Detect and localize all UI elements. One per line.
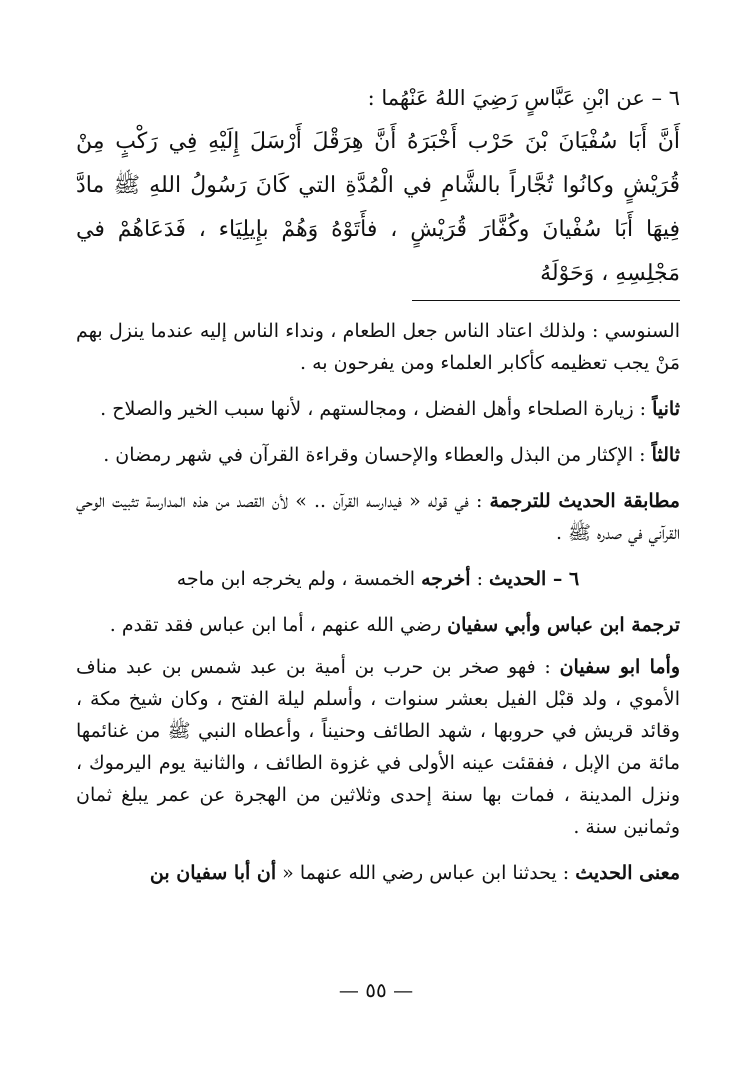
commentary-paragraph <box>76 485 680 549</box>
page-number: — ٥٥ — <box>338 978 414 1002</box>
biography-paragraph <box>76 651 680 843</box>
section-text: : فهو صخر بن حرب بن أمية بن عبد شمس بن عبد مناف الأموي ، ولد قبْل الفيل بعشر سنوات ، وأسلم ليلة الفتح ، وكان شيخ مكة ، وقائد قريش في حروبها ، شهد الطائف وحنيناً ، وأعطاه النبي ﷺ من غنائمها مائة من الإبل ، ففقئت عينه الأولى في غزوة الطائف ، والثانية يوم اليرموك ، ونزل المدينة ، فمات بها سنة إحدى وثلاثين من الهجرة عن عمر يبلغ ثمان وثمانين سنة . <box>76 656 680 838</box>
separator-text: : <box>470 568 490 590</box>
hadith-takhrij <box>76 563 680 595</box>
section-text: : في قوله « فيدارسه القرآن .. » لأن القصد من هذه المدارسة تثبيت الوحي القرآني في صدره ﷺ . <box>76 490 680 544</box>
commentary-paragraph <box>76 393 680 425</box>
section-label: الحديث <box>489 568 547 590</box>
meaning-paragraph <box>76 857 680 889</box>
commentary-paragraph: السنوسي : ولذلك اعتاد الناس جعل الطعام ، ونداء الناس إليه عندما ينزل بهم مَنْ يجب تعظيمه كأكابر العلماء ومن يفرحون به . <box>76 320 680 374</box>
point-label: ثالثاً <box>651 444 680 466</box>
point-label: ثانياً <box>652 398 680 420</box>
section-label: مطابقة الحديث للترجمة <box>489 490 680 512</box>
section-label: ترجمة ابن عباس وأبي سفيان <box>447 614 680 636</box>
hadith-text: أَنَّ أَبَا سُفْيَانَ بْنَ حَرْب أَخْبَرَهُ أَنَّ هِرَقْلَ أَرْسَلَ إِلَيْهِ فِي رَكْبٍ مِنْ قُرَيْشٍ وكانُوا تُجَّاراً بالشَّامِ في الْمُدَّةِ التي كَانَ رَسُولُ اللهِ ﷺ مادَّ فِيهَا أَبَا سُفْيانَ وكُفَّارَ قُرَيْشٍ ، فأَتَوْهُ وَهُمْ بإِيلِيَاء ، فَدَعَاهُمْ في مَجْلِسِهِ ، وَحَوْلَهُ <box>76 129 680 286</box>
section-label: وأما ابو سفيان <box>559 656 681 678</box>
commentary-paragraph <box>76 439 680 471</box>
point-text: : زيارة الصلحاء وأهل الفضل ، ومجالستهم ، لأنها سبب الخير والصلاح . <box>100 398 653 420</box>
biography-paragraph <box>76 609 680 641</box>
section-label: أخرجه <box>421 568 471 590</box>
hadith-heading: ٦ – عن ابْنِ عَبَّاسٍ رَضِيَ اللهُ عَنْهُما : <box>367 86 680 110</box>
section-text: : يحدثنا ابن عباس رضي الله عنهما « <box>276 862 576 884</box>
point-text: : الإكثار من البذل والعطاء والإحسان وقراءة القرآن في شهر رمضان . <box>103 444 652 466</box>
section-text: رضي الله عنهم ، أما ابن عباس فقد تقدم . <box>109 614 448 636</box>
separator-rule <box>76 300 680 301</box>
quoted-text: أن أبا سفيان بن <box>149 862 277 884</box>
section-label: معنى الحديث <box>575 862 680 884</box>
section-text: الخمسة ، ولم يخرجه ابن ماجه <box>176 568 422 590</box>
hadith-number: ٦ – <box>546 568 580 590</box>
